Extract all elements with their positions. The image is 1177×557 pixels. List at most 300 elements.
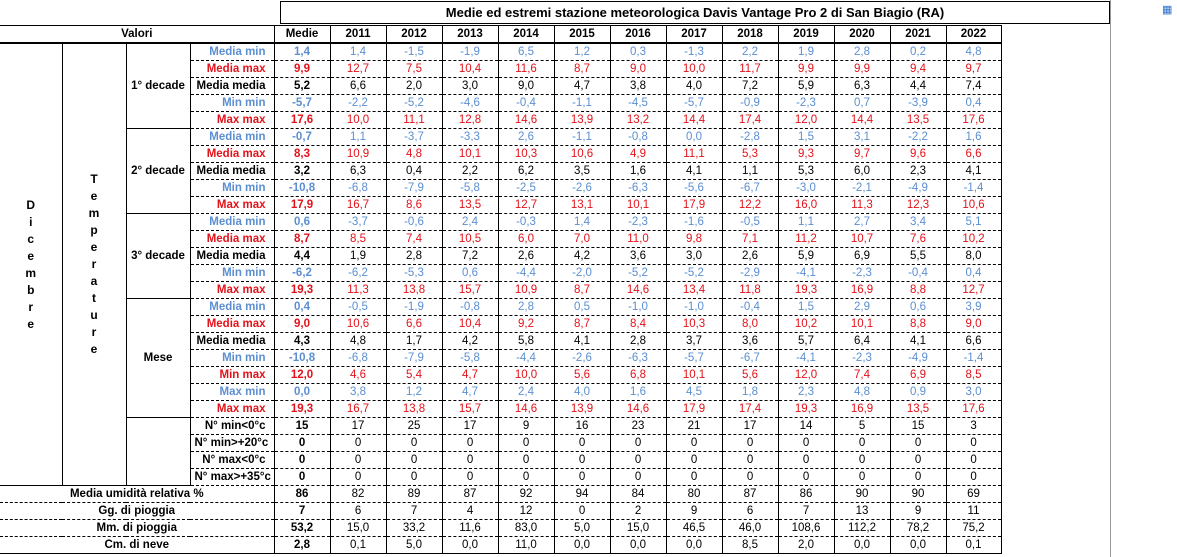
section-label: 3° decade xyxy=(126,214,190,299)
value-cell: 0 xyxy=(722,452,778,469)
header-row xyxy=(0,26,1001,44)
value-cell: 11,1 xyxy=(386,112,442,129)
value-cell: -1,0 xyxy=(666,299,722,316)
value-cell: 13,5 xyxy=(890,112,946,129)
value-cell: 16,9 xyxy=(834,282,890,299)
value-cell: -3,0 xyxy=(778,180,834,197)
value-cell: -0,4 xyxy=(722,299,778,316)
value-cell: 3,1 xyxy=(834,129,890,146)
value-cell: 90 xyxy=(834,486,890,503)
value-cell: -0,8 xyxy=(442,299,498,316)
value-cell: 2,2 xyxy=(442,163,498,180)
value-cell: 5,6 xyxy=(554,367,610,384)
value-cell: -7,9 xyxy=(386,180,442,197)
value-cell: 9,0 xyxy=(498,78,554,95)
value-cell: 5,1 xyxy=(946,214,1001,231)
value-cell: -1,5 xyxy=(386,43,442,61)
value-cell: 4,2 xyxy=(554,248,610,265)
value-cell: -4,4 xyxy=(498,350,554,367)
value-cell: 4,4 xyxy=(890,78,946,95)
value-cell: 10,9 xyxy=(498,282,554,299)
value-cell: 10,0 xyxy=(498,367,554,384)
value-cell: 2,3 xyxy=(890,163,946,180)
value-cell: 8,5 xyxy=(946,367,1001,384)
value-cell: 10,6 xyxy=(330,316,386,333)
value-cell: 17,9 xyxy=(666,197,722,214)
value-cell: 14,4 xyxy=(834,112,890,129)
value-cell: 12,8 xyxy=(442,112,498,129)
value-cell: 11,3 xyxy=(834,197,890,214)
value-cell: 10,4 xyxy=(442,61,498,78)
value-cell: -5,8 xyxy=(442,350,498,367)
value-cell: -5,6 xyxy=(666,180,722,197)
value-cell: 17,6 xyxy=(946,401,1001,418)
value-cell: 14 xyxy=(778,418,834,435)
value-cell: 0,5 xyxy=(554,299,610,316)
value-cell: 4,8 xyxy=(386,146,442,163)
value-cell: 9,4 xyxy=(890,61,946,78)
value-cell: -2,0 xyxy=(554,265,610,282)
value-cell: 4,5 xyxy=(666,384,722,401)
value-cell: 0 xyxy=(330,435,386,452)
value-cell: 17,4 xyxy=(722,112,778,129)
value-cell: 0 xyxy=(554,435,610,452)
value-cell: 14,4 xyxy=(666,112,722,129)
row-label: Min min xyxy=(190,350,274,367)
medie-value: -6,2 xyxy=(274,265,330,282)
medie-value: 19,3 xyxy=(274,282,330,299)
row-label: N° min<0°c xyxy=(190,418,274,435)
value-cell: 7,0 xyxy=(554,231,610,248)
value-cell: 8,0 xyxy=(722,316,778,333)
value-cell: 8,7 xyxy=(554,61,610,78)
value-cell: -2,8 xyxy=(722,129,778,146)
value-cell: 3,0 xyxy=(442,78,498,95)
value-cell: -0,4 xyxy=(890,265,946,282)
value-cell: 14,6 xyxy=(498,401,554,418)
row-label: Gg. di pioggia xyxy=(0,503,274,520)
value-cell: 4,1 xyxy=(946,163,1001,180)
value-cell: 10,3 xyxy=(666,316,722,333)
value-cell: 3,0 xyxy=(666,248,722,265)
value-cell: 46,0 xyxy=(722,520,778,537)
value-cell: 0,0 xyxy=(834,537,890,554)
row-label: Min min xyxy=(190,95,274,112)
value-cell: 10,0 xyxy=(666,61,722,78)
row-label: Media media xyxy=(190,78,274,95)
value-cell: 1,1 xyxy=(778,214,834,231)
value-cell: 16,7 xyxy=(330,401,386,418)
value-cell: 0,1 xyxy=(946,537,1001,554)
value-cell: 6,2 xyxy=(498,163,554,180)
value-cell: 0 xyxy=(386,469,442,486)
value-cell: 3,8 xyxy=(610,78,666,95)
header-valori: Valori xyxy=(0,26,274,44)
value-cell: 10,0 xyxy=(330,112,386,129)
value-cell: 1,6 xyxy=(946,129,1001,146)
header-year: 2019 xyxy=(778,26,834,44)
value-cell: 1,2 xyxy=(554,43,610,61)
grid-icon[interactable]: ▦ xyxy=(1162,4,1173,16)
header-year: 2022 xyxy=(946,26,1001,44)
header-year: 2020 xyxy=(834,26,890,44)
value-cell: 11,0 xyxy=(498,537,554,554)
value-cell: 6,6 xyxy=(946,333,1001,350)
value-cell: -2,2 xyxy=(330,95,386,112)
row-label: Media min xyxy=(190,299,274,316)
medie-value: 1,4 xyxy=(274,43,330,61)
value-cell: 0 xyxy=(330,452,386,469)
value-cell: -5,2 xyxy=(666,265,722,282)
value-cell: 0 xyxy=(610,469,666,486)
value-cell: -2,5 xyxy=(498,180,554,197)
row-label: Media min xyxy=(190,43,274,61)
value-cell: 2,6 xyxy=(498,129,554,146)
section-label: 1° decade xyxy=(126,43,190,129)
value-cell: 1,6 xyxy=(610,384,666,401)
value-cell: 16 xyxy=(554,418,610,435)
value-cell: 83,0 xyxy=(498,520,554,537)
row-label: Media max xyxy=(190,231,274,248)
value-cell: 11,3 xyxy=(330,282,386,299)
value-cell: 9,7 xyxy=(834,146,890,163)
value-cell: 9,7 xyxy=(946,61,1001,78)
value-cell: 0,0 xyxy=(666,129,722,146)
table-row xyxy=(0,418,1001,435)
value-cell: 0,0 xyxy=(610,537,666,554)
value-cell: 13,2 xyxy=(610,112,666,129)
value-cell: 75,2 xyxy=(946,520,1001,537)
value-cell: -1,1 xyxy=(554,129,610,146)
value-cell: -4,5 xyxy=(610,95,666,112)
medie-value: 8,3 xyxy=(274,146,330,163)
value-cell: 5,3 xyxy=(778,163,834,180)
value-cell: 1,9 xyxy=(778,43,834,61)
value-cell: 90 xyxy=(890,486,946,503)
value-cell: 25 xyxy=(386,418,442,435)
row-label: Media media xyxy=(190,333,274,350)
value-cell: 3,7 xyxy=(666,333,722,350)
value-cell: -6,3 xyxy=(610,350,666,367)
value-cell: 6,6 xyxy=(386,316,442,333)
value-cell: 0 xyxy=(386,435,442,452)
value-cell: 9,8 xyxy=(666,231,722,248)
value-cell: 5,6 xyxy=(722,367,778,384)
value-cell: -6,8 xyxy=(330,180,386,197)
value-cell: 0 xyxy=(834,469,890,486)
value-cell: 4,9 xyxy=(610,146,666,163)
value-cell: 0 xyxy=(666,469,722,486)
value-cell: -2,9 xyxy=(722,265,778,282)
value-cell: 10,1 xyxy=(666,367,722,384)
value-cell: -3,9 xyxy=(890,95,946,112)
value-cell: 9,3 xyxy=(778,146,834,163)
medie-value: 9,9 xyxy=(274,61,330,78)
value-cell: 7,4 xyxy=(946,78,1001,95)
value-cell: 0 xyxy=(946,435,1001,452)
value-cell: 0 xyxy=(778,469,834,486)
medie-value: 12,0 xyxy=(274,367,330,384)
medie-value: 3,2 xyxy=(274,163,330,180)
value-cell: 12,7 xyxy=(498,197,554,214)
value-cell: 10,6 xyxy=(946,197,1001,214)
value-cell: -6,7 xyxy=(722,350,778,367)
value-cell: 23 xyxy=(610,418,666,435)
table-row xyxy=(0,299,1001,316)
value-cell: 9,6 xyxy=(890,146,946,163)
medie-value: 0 xyxy=(274,469,330,486)
value-cell: 10,2 xyxy=(946,231,1001,248)
title-row xyxy=(0,0,1177,25)
value-cell: 2,6 xyxy=(498,248,554,265)
value-cell: 0 xyxy=(834,435,890,452)
medie-value: 17,9 xyxy=(274,197,330,214)
value-cell: 84 xyxy=(610,486,666,503)
value-cell: 1,7 xyxy=(386,333,442,350)
value-cell: 0,6 xyxy=(890,299,946,316)
value-cell: 0,9 xyxy=(890,384,946,401)
value-cell: 5,9 xyxy=(778,248,834,265)
value-cell: 15,0 xyxy=(330,520,386,537)
value-cell: 8,0 xyxy=(946,248,1001,265)
value-cell: -5,3 xyxy=(386,265,442,282)
value-cell: 1,6 xyxy=(610,163,666,180)
empty-cell xyxy=(126,418,190,486)
medie-value: 15 xyxy=(274,418,330,435)
value-cell: 2,3 xyxy=(778,384,834,401)
value-cell: 12,0 xyxy=(778,367,834,384)
value-cell: 8,6 xyxy=(386,197,442,214)
value-cell: 2,7 xyxy=(834,214,890,231)
value-cell: 11,1 xyxy=(666,146,722,163)
value-cell: 3,8 xyxy=(330,384,386,401)
value-cell: 13,9 xyxy=(554,401,610,418)
value-cell: 8,5 xyxy=(722,537,778,554)
value-cell: -4,9 xyxy=(890,180,946,197)
value-cell: 0,2 xyxy=(890,43,946,61)
value-cell: -1,9 xyxy=(386,299,442,316)
value-cell: -1,6 xyxy=(666,214,722,231)
value-cell: 12,0 xyxy=(778,112,834,129)
value-cell: 0 xyxy=(442,469,498,486)
value-cell: 6,0 xyxy=(834,163,890,180)
medie-value: 7 xyxy=(274,503,330,520)
row-label: Max max xyxy=(190,401,274,418)
value-cell: -6,7 xyxy=(722,180,778,197)
value-cell: 7,2 xyxy=(722,78,778,95)
value-cell: 8,8 xyxy=(890,282,946,299)
value-cell: 13,8 xyxy=(386,401,442,418)
row-label: Media max xyxy=(190,316,274,333)
value-cell: 94 xyxy=(554,486,610,503)
value-cell: 6,9 xyxy=(834,248,890,265)
value-cell: 78,2 xyxy=(890,520,946,537)
value-cell: 9 xyxy=(890,503,946,520)
value-cell: 10,6 xyxy=(554,146,610,163)
value-cell: 108,6 xyxy=(778,520,834,537)
value-cell: -5,2 xyxy=(386,95,442,112)
value-cell: 21 xyxy=(666,418,722,435)
row-label: Media media xyxy=(190,163,274,180)
value-cell: 2,4 xyxy=(498,384,554,401)
value-cell: 17,6 xyxy=(946,112,1001,129)
value-cell: 17 xyxy=(722,418,778,435)
table-row xyxy=(0,486,1001,503)
value-cell: 4,7 xyxy=(442,384,498,401)
value-cell: 16,9 xyxy=(834,401,890,418)
value-cell: 16,7 xyxy=(330,197,386,214)
value-cell: -5,7 xyxy=(666,350,722,367)
value-cell: 0 xyxy=(834,452,890,469)
value-cell: 87 xyxy=(722,486,778,503)
value-cell: -2,2 xyxy=(890,129,946,146)
value-cell: 17,4 xyxy=(722,401,778,418)
value-cell: 8,7 xyxy=(554,316,610,333)
value-cell: -1,4 xyxy=(946,180,1001,197)
header-year: 2021 xyxy=(890,26,946,44)
header-year: 2015 xyxy=(554,26,610,44)
value-cell: 1,5 xyxy=(778,129,834,146)
value-cell: 0 xyxy=(778,452,834,469)
medie-value: 19,3 xyxy=(274,401,330,418)
value-cell: 0 xyxy=(778,435,834,452)
value-cell: -0,5 xyxy=(330,299,386,316)
value-cell: 46,5 xyxy=(666,520,722,537)
value-cell: 0 xyxy=(946,452,1001,469)
row-label: N° min>+20°c xyxy=(190,435,274,452)
value-cell: 112,2 xyxy=(834,520,890,537)
value-cell: -4,9 xyxy=(890,350,946,367)
value-cell: 0 xyxy=(946,469,1001,486)
value-cell: 0 xyxy=(498,452,554,469)
value-cell: 5,3 xyxy=(722,146,778,163)
value-cell: 1,5 xyxy=(778,299,834,316)
medie-value: 0 xyxy=(274,435,330,452)
value-cell: -3,7 xyxy=(386,129,442,146)
value-cell: 9,2 xyxy=(498,316,554,333)
medie-value: -10,8 xyxy=(274,180,330,197)
value-cell: 5,0 xyxy=(386,537,442,554)
value-cell: 2 xyxy=(610,503,666,520)
value-cell: 15,7 xyxy=(442,282,498,299)
value-cell: 8,8 xyxy=(890,316,946,333)
value-cell: 4,8 xyxy=(946,43,1001,61)
value-cell: 10,4 xyxy=(442,316,498,333)
value-cell: 11,6 xyxy=(498,61,554,78)
value-cell: 0,4 xyxy=(946,95,1001,112)
value-cell: 4,7 xyxy=(554,78,610,95)
value-cell: 6,8 xyxy=(610,367,666,384)
value-cell: 19,3 xyxy=(778,401,834,418)
section-label: Mese xyxy=(126,299,190,418)
value-cell: 10,9 xyxy=(330,146,386,163)
value-cell: 1,2 xyxy=(386,384,442,401)
value-cell: 11,0 xyxy=(610,231,666,248)
value-cell: 4,8 xyxy=(834,384,890,401)
value-cell: 3,6 xyxy=(722,333,778,350)
table-row xyxy=(0,129,1001,146)
header-year: 2013 xyxy=(442,26,498,44)
value-cell: 9,0 xyxy=(946,316,1001,333)
value-cell: 10,1 xyxy=(442,146,498,163)
value-cell: 0 xyxy=(554,452,610,469)
value-cell: 6,6 xyxy=(330,78,386,95)
value-cell: 2,8 xyxy=(498,299,554,316)
value-cell: 7 xyxy=(386,503,442,520)
value-cell: 2,6 xyxy=(722,248,778,265)
empty-columns xyxy=(1110,0,1177,557)
value-cell: 8,4 xyxy=(610,316,666,333)
value-cell: 4,7 xyxy=(442,367,498,384)
value-cell: 3,0 xyxy=(946,384,1001,401)
row-label: N° max>+35°c xyxy=(190,469,274,486)
value-cell: 33,2 xyxy=(386,520,442,537)
value-cell: 0 xyxy=(498,469,554,486)
value-cell: 6,5 xyxy=(498,43,554,61)
value-cell: 0 xyxy=(386,452,442,469)
medie-value: 4,3 xyxy=(274,333,330,350)
value-cell: 3,4 xyxy=(890,214,946,231)
value-cell: -3,7 xyxy=(330,214,386,231)
value-cell: 13,1 xyxy=(554,197,610,214)
value-cell: 1,8 xyxy=(722,384,778,401)
value-cell: 19,3 xyxy=(778,282,834,299)
value-cell: 1,4 xyxy=(330,43,386,61)
row-label: Media min xyxy=(190,129,274,146)
value-cell: 0 xyxy=(442,452,498,469)
value-cell: 0,0 xyxy=(554,537,610,554)
value-cell: 2,9 xyxy=(834,299,890,316)
value-cell: 7,4 xyxy=(834,367,890,384)
value-cell: -2,6 xyxy=(554,350,610,367)
value-cell: -6,3 xyxy=(610,180,666,197)
table-row xyxy=(0,214,1001,231)
value-cell: 14,6 xyxy=(610,401,666,418)
value-cell: 1,4 xyxy=(554,214,610,231)
medie-value: 4,4 xyxy=(274,248,330,265)
sheet-title: Medie ed estremi stazione meteorologica Davis Vantage Pro 2 di San Biagio (RA) xyxy=(280,1,1110,24)
value-cell: 9,0 xyxy=(610,61,666,78)
medie-value: -0,7 xyxy=(274,129,330,146)
value-cell: 7 xyxy=(778,503,834,520)
value-cell: 13,5 xyxy=(442,197,498,214)
value-cell: 6 xyxy=(330,503,386,520)
value-cell: 11,8 xyxy=(722,282,778,299)
value-cell: 9,9 xyxy=(778,61,834,78)
value-cell: -4,1 xyxy=(778,265,834,282)
value-cell: 13,9 xyxy=(554,112,610,129)
medie-value: 0 xyxy=(274,452,330,469)
value-cell: -1,4 xyxy=(946,350,1001,367)
medie-value: 2,8 xyxy=(274,537,330,554)
value-cell: 89 xyxy=(386,486,442,503)
value-cell: 3,6 xyxy=(610,248,666,265)
value-cell: 6,3 xyxy=(330,163,386,180)
row-label: Max min xyxy=(190,384,274,401)
value-cell: 0 xyxy=(498,435,554,452)
value-cell: 16,0 xyxy=(778,197,834,214)
month-label: D i c e m b r e xyxy=(0,43,62,486)
value-cell: 11,7 xyxy=(722,61,778,78)
header-year: 2011 xyxy=(330,26,386,44)
value-cell: 2,8 xyxy=(610,333,666,350)
value-cell: 1,9 xyxy=(330,248,386,265)
value-cell: 7,6 xyxy=(890,231,946,248)
row-label: N° max<0°c xyxy=(190,452,274,469)
value-cell: 92 xyxy=(498,486,554,503)
value-cell: 4,2 xyxy=(442,333,498,350)
row-label: Max max xyxy=(190,197,274,214)
